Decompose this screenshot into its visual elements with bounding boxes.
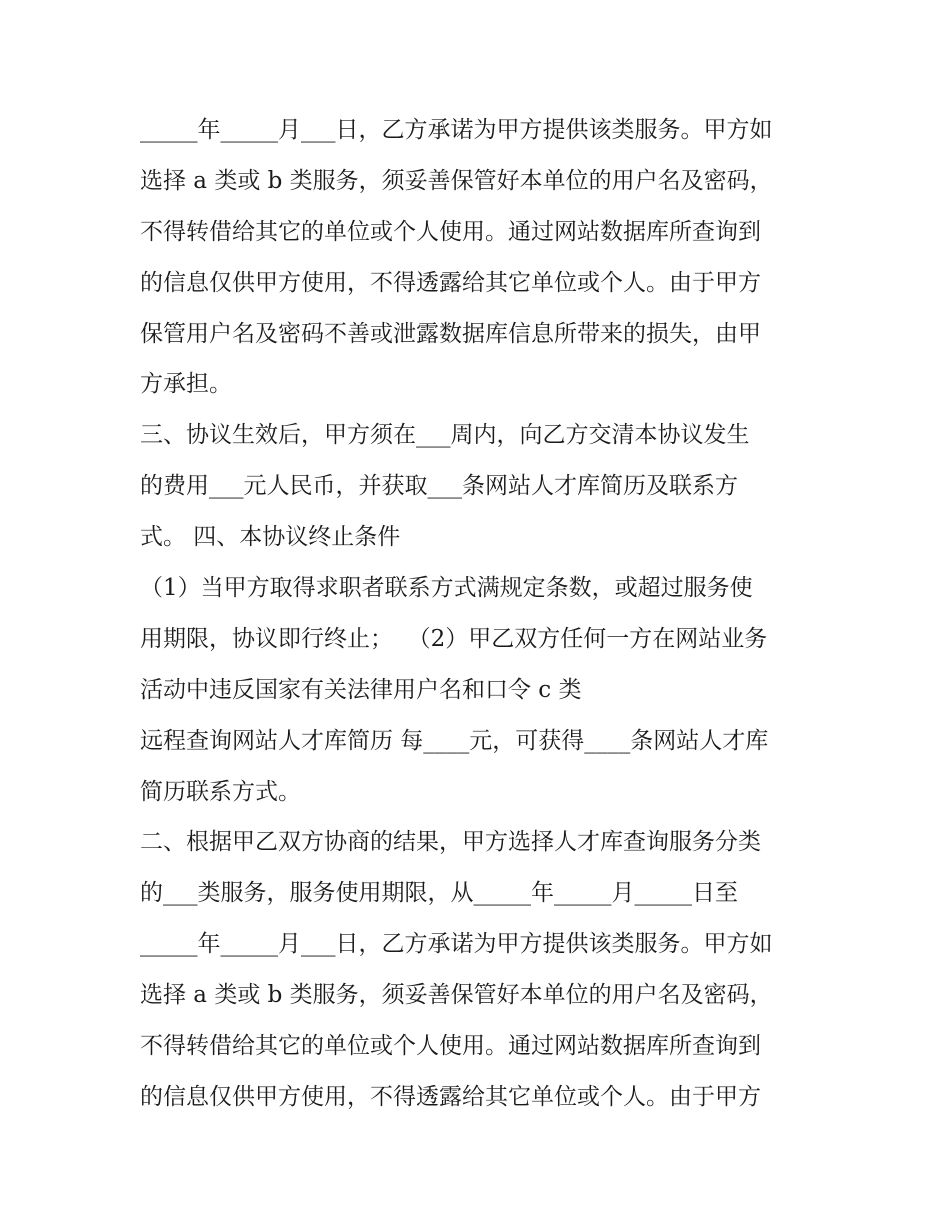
text-line: 的___类服务，服务使用期限，从_____年_____月_____日至 bbox=[140, 880, 738, 907]
text-line: 方承担。 bbox=[140, 371, 232, 398]
text-line: 的费用___元人民币，并获取___条网站人才库简历及联系方 bbox=[140, 473, 738, 500]
text-line: 二、根据甲乙双方协商的结果，甲方选择人才库查询服务分类 bbox=[140, 829, 761, 856]
text-line: _____年_____月___日，乙方承诺为甲方提供该类服务。甲方如 bbox=[140, 931, 773, 958]
text-line: 活动中违反国家有关法律用户名和口令 c 类 bbox=[140, 676, 582, 703]
text-line: 不得转借给其它的单位或个人使用。通过网站数据库所查询到 bbox=[140, 1033, 761, 1060]
text-line: 选择 a 类或 b 类服务，须妥善保管好本单位的用户名及密码， bbox=[140, 167, 773, 194]
text-line: 简历联系方式。 bbox=[140, 778, 301, 805]
text-line: 的信息仅供甲方使用，不得透露给其它单位或个人。由于甲方 bbox=[140, 269, 761, 296]
text-line: 式。 四、本协议终止条件 bbox=[140, 524, 401, 551]
text-line: 不得转借给其它的单位或个人使用。通过网站数据库所查询到 bbox=[140, 218, 761, 245]
text-line: 的信息仅供甲方使用，不得透露给其它单位或个人。由于甲方 bbox=[140, 1083, 761, 1110]
document-body bbox=[140, 111, 830, 1129]
text-line: 选择 a 类或 b 类服务，须妥善保管好本单位的用户名及密码， bbox=[140, 982, 773, 1009]
text-line: _____年_____月___日，乙方承诺为甲方提供该类服务。甲方如 bbox=[140, 117, 773, 143]
text-line: （1）当甲方取得求职者联系方式满规定条数，或超过服务使 bbox=[140, 575, 753, 602]
text-line: 三、协议生效后，甲方须在___周内，向乙方交清本协议发生 bbox=[140, 422, 750, 449]
text-line: 远程查询网站人才库简历 每____元，可获得____条网站人才库 bbox=[140, 727, 769, 754]
text-line: 保管用户名及密码不善或泄露数据库信息所带来的损失，由甲 bbox=[140, 320, 761, 347]
text-line: 用期限，协议即行终止； （2）甲乙双方任何一方在网站业务 bbox=[140, 625, 768, 652]
